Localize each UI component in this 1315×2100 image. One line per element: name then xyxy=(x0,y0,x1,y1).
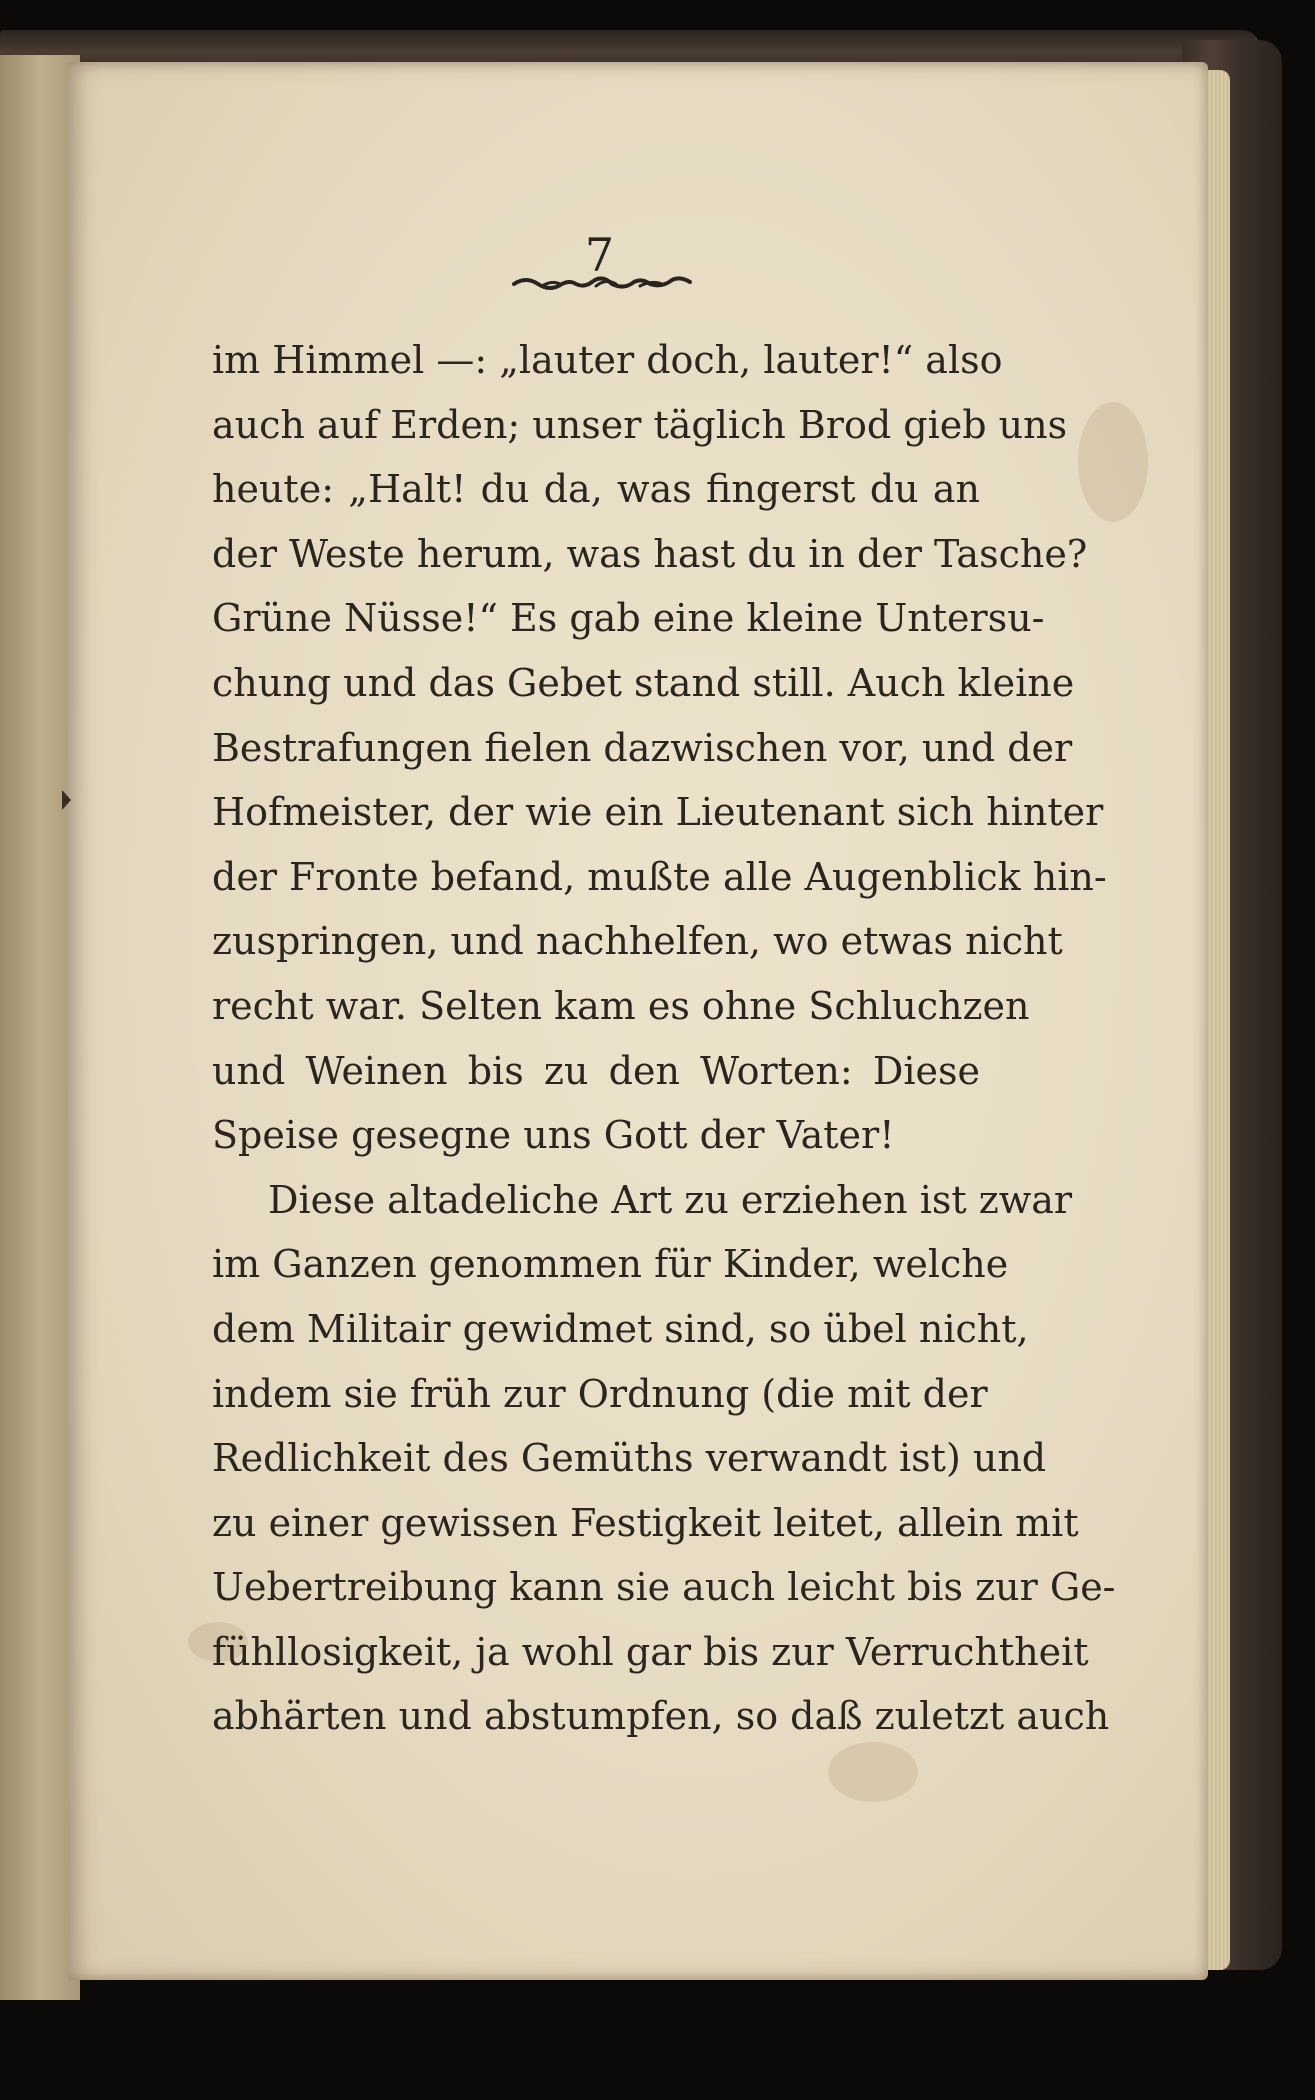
text-line: Hofmeister, der wie ein Lieutenant sich hinter xyxy=(212,790,1104,835)
text-line: im Ganzen genommen für Kinder, welche xyxy=(212,1242,1009,1287)
text-line: indem sie früh zur Ordnung (die mit der xyxy=(212,1371,988,1416)
text-line: abhärten und abstumpfen, so daß zuletzt auch xyxy=(212,1694,1110,1739)
text-line: Redlichkeit des Gemüths verwandt ist) und xyxy=(212,1436,1047,1481)
page-number: 7 xyxy=(584,228,616,282)
text-line: recht war. Selten kam es ohne Schluchzen xyxy=(212,983,1030,1028)
gutter-marker xyxy=(62,790,71,810)
text-line: Bestrafungen fielen dazwischen vor, und der xyxy=(212,725,1073,770)
text-line: chung und das Gebet stand still. Auch kleine xyxy=(212,660,1075,705)
text-line: zuspringen, und nachhelfen, wo etwas nicht xyxy=(212,919,1063,964)
text-line: zu einer gewissen Festigkeit leitet, allein mit xyxy=(212,1500,1079,1545)
text-line: fühllosigkeit, ja wohl gar bis zur Verruchtheit xyxy=(212,1629,1089,1674)
text-line: Speise gesegne uns Gott der Vater! xyxy=(212,1113,895,1158)
text-line: dem Militair gewidmet sind, so übel nicht, xyxy=(212,1306,1029,1351)
text-line: der Weste herum, was hast du in der Tasche? xyxy=(212,531,1088,576)
text-line: Uebertreibung kann sie auch leicht bis zur Ge- xyxy=(212,1565,1116,1610)
text-line: Grüne Nüsse!“ Es gab eine kleine Untersu- xyxy=(212,596,1045,641)
decorative-wave-rule-icon xyxy=(512,272,692,294)
text-line: heute: „Halt! du da, was fingerst du an xyxy=(212,467,980,512)
paper-stain xyxy=(1078,402,1148,522)
body-text xyxy=(212,328,1116,1749)
text-line: auch auf Erden; unser täglich Brod gieb uns xyxy=(212,402,1068,447)
text-line: und Weinen bis zu den Worten: Diese xyxy=(212,1048,980,1093)
text-line-paragraph-start: Diese altadeliche Art zu erziehen ist zwar xyxy=(268,1177,1073,1222)
text-line: der Fronte befand, mußte alle Augenblick hin- xyxy=(212,854,1107,899)
paper-stain xyxy=(828,1742,918,1802)
text-line: im Himmel —: „lauter doch, lauter!“ also xyxy=(212,338,1003,382)
